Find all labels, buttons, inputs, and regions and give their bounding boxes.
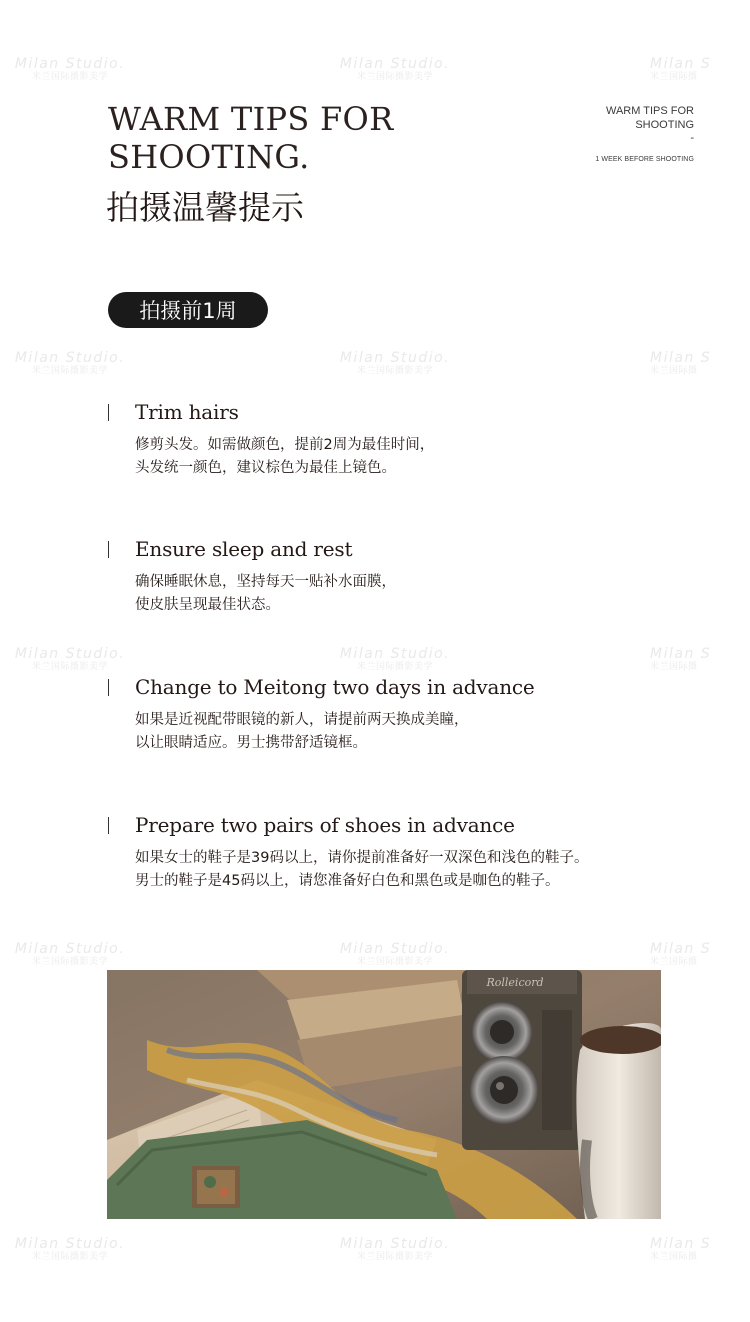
watermark-sub: 米兰国际摄影美学 bbox=[31, 72, 108, 82]
watermark bbox=[325, 351, 465, 376]
photo-illustration bbox=[107, 970, 661, 1219]
watermark-sub: 米兰国际摄 bbox=[650, 366, 698, 376]
watermark bbox=[650, 1237, 750, 1262]
watermark-brand: Milan Studio. bbox=[339, 941, 451, 957]
watermark-sub: 米兰国际摄影美学 bbox=[356, 366, 433, 376]
watermark-sub: 米兰国际摄影美学 bbox=[356, 72, 433, 82]
tip-title: Prepare two pairs of shoes in advance bbox=[135, 813, 515, 837]
side-note-subtitle: 1 WEEK BEFORE SHOOTING bbox=[595, 156, 694, 163]
tip-line: 头发统一颜色，建议棕色为最佳上镜色。 bbox=[135, 460, 396, 476]
watermark-brand: Milan Studio. bbox=[14, 941, 126, 957]
tip-marker bbox=[108, 541, 109, 558]
watermark-brand: Milan S bbox=[650, 1236, 712, 1252]
title-en-line1: WARM TIPS FOR bbox=[108, 100, 394, 138]
watermark bbox=[650, 942, 750, 967]
tip-marker bbox=[108, 404, 109, 421]
watermark bbox=[650, 57, 750, 82]
watermark-sub: 米兰国际摄 bbox=[650, 957, 698, 967]
watermark-brand: Milan Studio. bbox=[339, 56, 451, 72]
tip-line: 确保睡眠休息，坚持每天一贴补水面膜， bbox=[135, 574, 396, 590]
watermark-sub: 米兰国际摄影美学 bbox=[356, 1252, 433, 1262]
tip-line: 以让眼睛适应。男士携带舒适镜框。 bbox=[135, 735, 367, 751]
watermark-brand: Milan Studio. bbox=[14, 350, 126, 366]
watermark bbox=[325, 57, 465, 82]
tip-body bbox=[135, 709, 469, 755]
watermark bbox=[650, 351, 750, 376]
watermark-sub: 米兰国际摄影美学 bbox=[31, 662, 108, 672]
section-label: 拍摄前1周 bbox=[108, 292, 268, 328]
tip-line: 使皮肤呈现最佳状态。 bbox=[135, 597, 280, 613]
tip-body bbox=[135, 434, 434, 480]
tip-line: 如果是近视配带眼镜的新人，请提前两天换成美瞳， bbox=[135, 712, 469, 728]
side-note bbox=[584, 104, 694, 163]
watermark-brand: Milan Studio. bbox=[14, 646, 126, 662]
watermark bbox=[0, 57, 140, 82]
tip-body bbox=[135, 847, 588, 893]
watermark bbox=[0, 647, 140, 672]
side-note-dash: - bbox=[690, 132, 694, 144]
watermark bbox=[650, 647, 750, 672]
watermark bbox=[325, 942, 465, 967]
watermark bbox=[325, 1237, 465, 1262]
watermark-brand: Milan S bbox=[650, 350, 712, 366]
tip-line: 男士的鞋子是45码以上，请您准备好白色和黑色或是咖色的鞋子。 bbox=[135, 873, 560, 889]
still-life-photo bbox=[107, 970, 661, 1219]
watermark-brand: Milan Studio. bbox=[14, 56, 126, 72]
watermark-brand: Milan S bbox=[650, 941, 712, 957]
tip-marker bbox=[108, 679, 109, 696]
tip-marker bbox=[108, 817, 109, 834]
watermark-sub: 米兰国际摄影美学 bbox=[31, 957, 108, 967]
watermark-brand: Milan S bbox=[650, 646, 712, 662]
page-title-en bbox=[108, 100, 393, 176]
watermark-sub: 米兰国际摄影美学 bbox=[31, 366, 108, 376]
watermark-brand: Milan Studio. bbox=[339, 646, 451, 662]
page-title-zh: 拍摄温馨提示 bbox=[106, 188, 304, 227]
watermark-sub: 米兰国际摄影美学 bbox=[31, 1252, 108, 1262]
tip-body bbox=[135, 571, 396, 617]
watermark-brand: Milan Studio. bbox=[339, 1236, 451, 1252]
watermark-sub: 米兰国际摄 bbox=[650, 1252, 698, 1262]
watermark-sub: 米兰国际摄 bbox=[650, 72, 698, 82]
watermark-brand: Milan Studio. bbox=[14, 1236, 126, 1252]
watermark-brand: Milan Studio. bbox=[339, 350, 451, 366]
side-note-title: WARM TIPS FOR SHOOTING bbox=[606, 105, 694, 131]
watermark-sub: 米兰国际摄影美学 bbox=[356, 957, 433, 967]
watermark-sub: 米兰国际摄影美学 bbox=[356, 662, 433, 672]
tip-title: Change to Meitong two days in advance bbox=[135, 675, 535, 699]
tip-title: Ensure sleep and rest bbox=[135, 537, 353, 561]
watermark-brand: Milan S bbox=[650, 56, 712, 72]
tip-line: 修剪头发。如需做颜色，提前2周为最佳时间， bbox=[135, 437, 435, 453]
watermark bbox=[0, 1237, 140, 1262]
camera-label: Rolleicord bbox=[486, 976, 544, 989]
watermark bbox=[0, 942, 140, 967]
watermark bbox=[0, 351, 140, 376]
tip-title: Trim hairs bbox=[135, 400, 239, 424]
title-en-line2: SHOOTING. bbox=[108, 138, 310, 176]
tip-line: 如果女士的鞋子是39码以上，请你提前准备好一双深色和浅色的鞋子。 bbox=[135, 850, 589, 866]
watermark-sub: 米兰国际摄 bbox=[650, 662, 698, 672]
watermark bbox=[325, 647, 465, 672]
